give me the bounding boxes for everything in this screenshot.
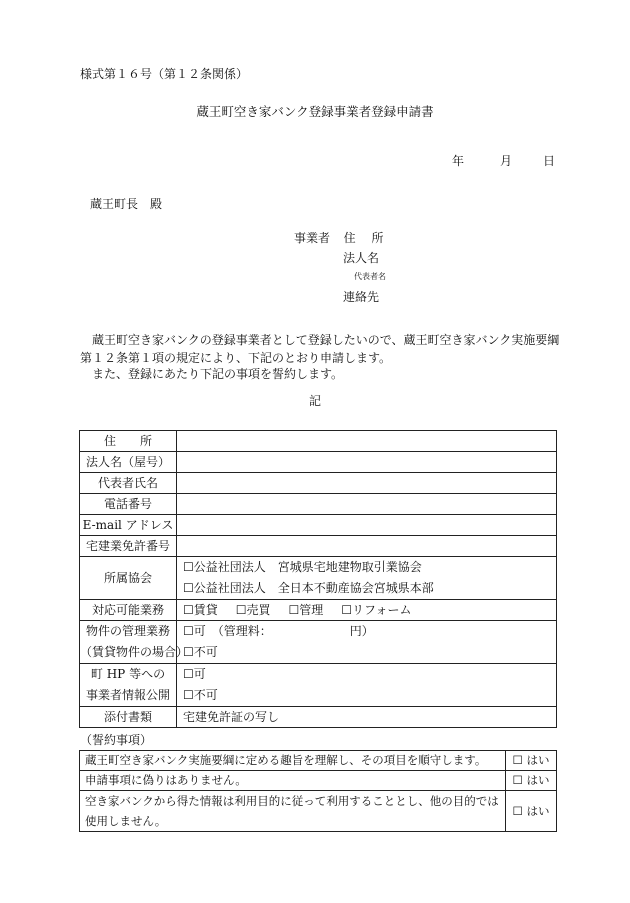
table-row bbox=[80, 473, 557, 494]
disclosure-options bbox=[177, 664, 557, 707]
license-label: 宅建業免許番号 bbox=[80, 536, 177, 557]
attachments-label: 添付書類 bbox=[80, 707, 177, 728]
table-row bbox=[80, 600, 557, 621]
services-label: 対応可能業務 bbox=[80, 600, 177, 621]
representative-label: 代表者氏名 bbox=[80, 473, 177, 494]
attachments-value: 宅建免許証の写し bbox=[177, 707, 557, 728]
management-options bbox=[177, 621, 557, 664]
service-option-rental[interactable]: ☐賃貸 bbox=[183, 603, 218, 617]
pledge-item-2: 申請事項に偽りはありません。 bbox=[80, 771, 506, 791]
phone-label: 電話番号 bbox=[80, 494, 177, 515]
service-option-renovation[interactable]: ☐リフォーム bbox=[341, 603, 412, 617]
corp-name-field[interactable] bbox=[177, 452, 557, 473]
address-label: 住 所 bbox=[80, 431, 177, 452]
phone-field[interactable] bbox=[177, 494, 557, 515]
pledge-check-3[interactable]: ☐ はい bbox=[506, 791, 557, 832]
date-day: 日 bbox=[543, 154, 556, 168]
table-row bbox=[80, 791, 557, 832]
management-label bbox=[80, 621, 189, 664]
table-row bbox=[80, 557, 557, 600]
ki-heading: 記 bbox=[308, 394, 321, 408]
table-row bbox=[80, 664, 557, 707]
table-row bbox=[80, 452, 557, 473]
management-option-no[interactable]: ☐不可 bbox=[183, 645, 218, 659]
disclosure-label-line-1: 町 HP 等への bbox=[90, 667, 166, 681]
applicant-corp-name-label: 法人名 bbox=[343, 251, 380, 265]
management-label-line-1: 物件の管理業務 bbox=[85, 624, 170, 638]
association-option-1[interactable]: ☐公益社団法人 宮城県宅地建物取引業協会 bbox=[183, 560, 422, 574]
date-year: 年 bbox=[452, 154, 465, 168]
management-option-yes[interactable]: ☐可 （管理料： 円） bbox=[183, 624, 374, 638]
service-option-sale[interactable]: ☐売買 bbox=[235, 603, 271, 617]
license-field[interactable] bbox=[177, 536, 557, 557]
corp-name-label: 法人名（屋号） bbox=[80, 452, 177, 473]
disclosure-option-no[interactable]: ☐不可 bbox=[183, 688, 218, 702]
applicant-address-label: 住 所 bbox=[343, 231, 384, 245]
association-option-2[interactable]: ☐公益社団法人 全日本不動産協会宮城県本部 bbox=[183, 581, 434, 595]
services-options bbox=[177, 600, 557, 621]
pledge-check-2[interactable]: ☐ はい bbox=[506, 771, 557, 791]
table-row bbox=[80, 771, 557, 791]
form-number: 様式第１６号（第１２条関係） bbox=[80, 67, 249, 81]
body-paragraph-1: 蔵王町空き家バンクの登録事業者として登録したいので、蔵王町空き家バンク実施要綱第１２条第１項の規定により、下記のとおり申請します。 bbox=[80, 333, 560, 365]
applicant-address-line bbox=[294, 232, 384, 244]
management-label-line-2: （賃貸物件の場合） bbox=[80, 645, 189, 659]
table-row bbox=[80, 707, 557, 728]
email-field[interactable] bbox=[177, 515, 557, 536]
table-row bbox=[80, 494, 557, 515]
table-row bbox=[80, 621, 557, 664]
applicant-contact-label: 連絡先 bbox=[343, 290, 380, 304]
date-month: 月 bbox=[500, 154, 513, 168]
applicant-representative-label: 代表者名 bbox=[354, 272, 386, 281]
email-label: E-mail アドレス bbox=[80, 515, 177, 536]
address-field[interactable] bbox=[177, 431, 557, 452]
table-row bbox=[80, 515, 557, 536]
disclosure-label-line-2: 事業者情報公開 bbox=[85, 688, 170, 702]
registration-table bbox=[79, 430, 557, 728]
service-option-management[interactable]: ☐管理 bbox=[288, 603, 324, 617]
table-row bbox=[80, 751, 557, 771]
date-line bbox=[452, 155, 555, 167]
association-label: 所属協会 bbox=[80, 557, 177, 600]
pledge-item-1: 蔵王町空き家バンク実施要綱に定める趣旨を理解し、その項目を順守します。 bbox=[80, 751, 506, 771]
body-paragraph-2: また、登録にあたり下記の事項を誓約します。 bbox=[80, 367, 344, 381]
document-title: 蔵王町空き家バンク登録事業者登録申請書 bbox=[196, 104, 434, 119]
pledge-item-3: 空き家バンクから得た情報は利用目的に従って利用することとし、他の目的では使用しません。 bbox=[80, 791, 506, 832]
pledge-heading: （誓約事項） bbox=[80, 733, 153, 747]
disclosure-label bbox=[80, 664, 177, 707]
representative-field[interactable] bbox=[177, 473, 557, 494]
applicant-label: 事業者 bbox=[294, 231, 331, 245]
disclosure-option-yes[interactable]: ☐可 bbox=[183, 667, 206, 681]
pledge-check-1[interactable]: ☐ はい bbox=[506, 751, 557, 771]
pledge-table bbox=[79, 750, 557, 832]
table-row bbox=[80, 536, 557, 557]
association-options bbox=[177, 557, 557, 600]
table-row bbox=[80, 431, 557, 452]
addressee: 蔵王町長 殿 bbox=[90, 197, 163, 211]
